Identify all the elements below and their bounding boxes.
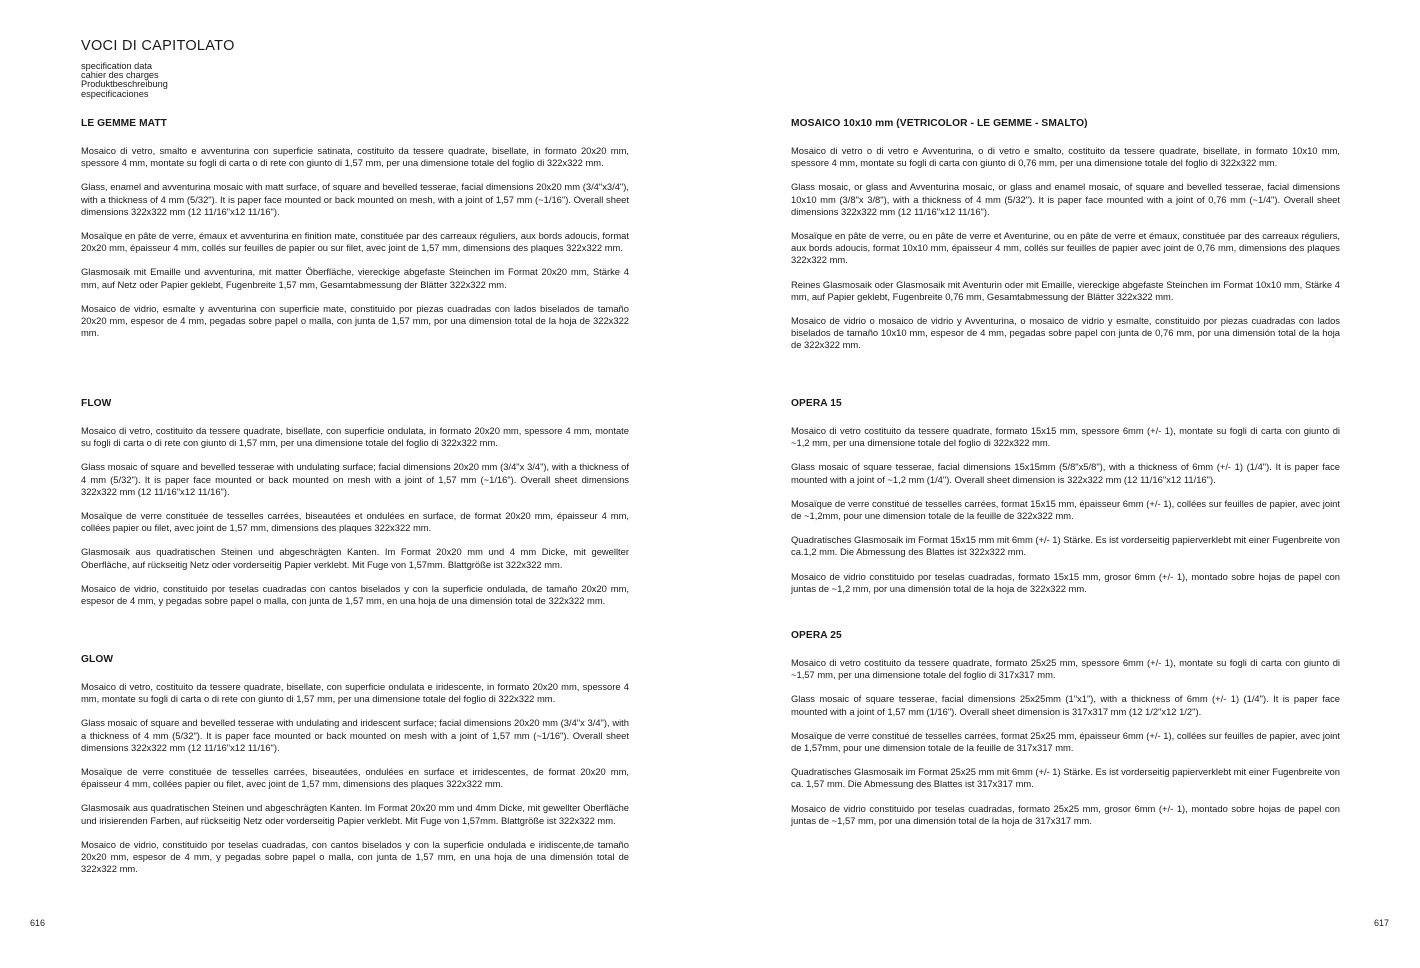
section-heading: GLOW [81,654,114,665]
paragraph-en: Glass mosaic of square tesserae, facial dimensions 25x25mm (1"x1"), with a thickness of 6mm (+/- 1) (1/4"). It is paper face mounted with a joint of 1,57 mm (1/16"). Overall sheet dimension is 317x317 mm (12 1/2"x12 1/2"). [791,693,1340,717]
paragraph-it: Mosaico di vetro, costituito da tessere quadrate, bisellate, con superficie ondulata e iridescente, in formato 20x20 mm, spessore 4 mm, montate su fogli di carta o di rete con giunto di 1,57 mm, per una dimensione totale del foglio di 322x322 mm. [81,681,629,705]
paragraph-es: Mosaico de vidrio constituido por teselas cuadradas, formato 25x25 mm, grosor 6mm (+/- 1), montado sobre hojas de papel con juntas de ~1,57 mm, por una dimensión total de la hoja de 317x317 mm. [791,802,1340,826]
paragraph-es: Mosaico de vidrio o mosaico de vidrio y Avventurina, o mosaico de vidrio y esmalte, constituido por piezas cuadradas con lados biselados de tamaño 10x10 mm, espesor de 4 mm, pegadas sobre papel con junta de 0,76 mm, por una dimensión total de la hoja de 322x322 mm. [791,315,1340,351]
paragraph-fr: Mosaïque de verre constituée de tesselles carrées, biseautées, ondulées en surface et irridescentes, de format 20x20 mm, épaisseur 4 mm, collées papier ou filet, avec joint de 1,57 mm, dimensions des plaques 322x322 mm. [81,766,629,790]
page-number-right: 617 [1374,918,1390,928]
subtitle-line: especificaciones [81,88,149,99]
paragraph-de: Glasmosaik mit Emaille und avventurina, mit matter Öberfläche, viereckige abgefaste Steinchen im Format 20x20 mm, Stärke 4 mm, auf Netz oder Papier geklebt, Fugenbreite 1,57 mm, Gesamtabmessung der Blätter 322x322 mm. [81,266,629,290]
paragraph-fr: Mosaïque de verre constitué de tesselles carrées, format 15x15 mm, épaisseur 6mm (+/- 1), collées sur feuilles de papier, avec joint de ~1,2mm, pour une dimension totale de la feuille de 322x322 mm. [791,497,1340,522]
section-heading: MOSAICO 10x10 mm (VETRICOLOR - LE GEMME - SMALTO) [791,118,1088,129]
paragraph-en: Glass mosaic of square and bevelled tesserae with undulating surface; facial dimensions 20x20 mm (3/4"x 3/4"), with a thickness of 4 mm (5/32"). It is paper face mounted or back mounted on mesh with a joint of 1,57 mm (~1/16"). Overall sheet dimensions 322x322 mm (12 11/16"x12 11/16"). [81,461,629,497]
section-heading: OPERA 15 [791,398,842,409]
paragraph-es: Mosaico de vidrio, constituido por teselas cuadradas con cantos biselados y con la superficie ondulada, de tamaño 20x20 mm, espesor de 4 mm, y pegadas sobre papel o malla, con junta de 1,57 mm, en una hoja de una dimensión total de 322x322 mm. [81,582,629,607]
subtitle-line: specification data [81,61,152,71]
section-heading: FLOW [81,398,112,409]
paragraph-de: Quadratisches Glasmosaik im Format 15x15 mm mit 6mm (+/- 1) Stärke. Es ist vorderseitig papierverklebt mit einer Fugenbreite von ca.1,2 mm. Die Abmessung des Blattes ist 322x322 mm. [791,534,1340,558]
paragraph-it: Mosaico di vetro, smalto e avventurina con superficie satinata, costituito da tessere quadrate, bisellate, in formato 20x20 mm, spessore 4 mm, montate su fogli di carta o di rete con giunto di 1,57 mm, per una dimensione totale del foglio di 322x322 mm. [81,145,629,169]
left-page [81,0,629,968]
section-mosaico-10x10 [791,117,1340,364]
subtitle-list [81,62,168,99]
paragraph-it: Mosaico di vetro costituito da tessere quadrate, formato 15x15 mm, spessore 6mm (+/- 1), montate su fogli di carta con giunto di ~1,2 mm, per una dimensione totale del foglio di 322x322 mm. [791,425,1340,449]
document-title: VOCI DI CAPITOLATO [81,38,235,54]
section-glow [81,653,629,887]
page-number-left: 616 [30,918,46,928]
paragraph-de: Reines Glasmosaik oder Glasmosaik mit Aventurin oder mit Emaille, viereckige abgefaste Steinchen im Format 10x10 mm, Stärke 4 mm, auf Papier geklebt, Fugenbreite 0,76 mm, Gesamtabmessung der Blätter 322x322 mm. [791,278,1340,302]
paragraph-en: Glass mosaic, or glass and Avventurina mosaic, or glass and enamel mosaic, of square and bevelled tesserae, facial dimensions 10x10 mm (3/8"x 3/8"), with a thickness of 4 mm (5/32"). It is paper face mounted with a joint of 0,76 mm (~1/4"). Overall sheet dimensions 322x322 mm (12 11/16"x12 11/16"). [791,181,1340,217]
section-heading: LE GEMME MATT [81,118,167,129]
paragraph-fr: Mosaïque en pâte de verre, émaux et avventurina en finition mate, constituée par des carreaux réguliers, aux bords adoucis, format 20x20 mm, épaisseur 4 mm, collés sur feuilles de papier ou sur filet, avec joint de 1,57 mm, dimensions des plaques 322x322 mm. [81,230,629,254]
paragraph-es: Mosaico de vidrio, constituido por teselas cuadradas, con cantos biselados y con la superficie ondulada e iridiscente,de tamaño 20x20 mm, espesor de 4 mm, y pegadas sobre papel o malla, con junta de 1,57 mm, en una hoja de una dimensión total de 322x322 mm. [81,838,629,875]
subtitle-line: cahier des charges [81,70,159,81]
paragraph-it: Mosaico di vetro costituito da tessere quadrate, formato 25x25 mm, spessore 6mm (+/- 1), montate su fogli di carta con giunto di ~1,57 mm, per una dimensione totale del foglio di 317x317 mm. [791,657,1340,681]
paragraph-en: Glass mosaic of square and bevelled tesserae with undulating and iridescent surface; facial dimensions 20x20 mm (3/4"x 3/4"), with a thickness of 4 mm (5/32"). It is paper face mounted or back mounted on mesh with a joint of 1,57 mm (~1/16"). Overall sheet dimensions 322x322 mm (12 11/16"x12 11/16"). [81,717,629,753]
paragraph-en: Glass, enamel and avventurina mosaic with matt surface, of square and bevelled tesserae, facial dimensions 20x20 mm (3/4"x3/4"), with a thickness of 4 mm (5/32"). It is paper face mounted or back mounted on mesh, with a joint of 1,57 mm (~1/16"). Overall sheet dimensions 322x322 mm (12 11/16"x12 11/16"). [81,181,629,217]
paragraph-de: Glasmosaik aus quadratischen Steinen und abgeschrägten Kanten. Im Format 20x20 mm und 4 mm Dicke, mit gewellter Oberfläche, auf rückseitig Netz oder vorderseitig Papier verklebt. Mit Fuge von 1,57mm. Blattgröße ist 322x322 mm. [81,546,629,570]
section-le-gemme-matt [81,117,629,351]
paragraph-es: Mosaico de vidrio, esmalte y avventurina con superficie mate, constituido por piezas cuadradas con lados biselados de tamaño 20x20 mm, espesor de 4 mm, pegadas sobre papel o malla, con junta de 1,57 mm, por una dimension total de la hoja de 322x322 mm. [81,302,629,339]
paragraph-fr: Mosaïque en pâte de verre, ou en pâte de verre et Aventurine, ou en pâte de verre et émaux, constituée par des carreaux réguliers, aux bords adoucis, format 10x10 mm, épaisseur 4 mm, collés sur feuilles de papier avec joint de 0,76 mm, dimensions des plaques 322x322 mm. [791,230,1340,266]
paragraph-fr: Mosaïque de verre constitué de tesselles carrées, format 25x25 mm, épaisseur 6mm (+/- 1), collées sur feuilles de papier, avec joint de 1,57mm, pour une dimension totale de la feuille de 317x317 mm. [791,729,1340,754]
paragraph-fr: Mosaïque de verre constituée de tesselles carrées, biseautées et ondulées en surface, de format 20x20 mm, épaisseur 4 mm, collées papier ou filet, avec joint de 1,57 mm, dimensions des plaques 322x322 mm. [81,510,629,534]
right-page [791,0,1340,968]
section-opera-25 [791,629,1340,839]
paragraph-de: Quadratisches Glasmosaik im Format 25x25 mm mit 6mm (+/- 1) Stärke. Es ist vorderseitig papierverklebt mit einer Fugenbreite von ca. 1,57 mm. Die Abmessung des Blattes ist 317x317 mm. [791,766,1340,790]
paragraph-es: Mosaico de vidrio constituido por teselas cuadradas, formato 15x15 mm, grosor 6mm (+/- 1), montado sobre hojas de papel con juntas de ~1,2 mm, por una dimensión total de la hoja de 322x322 mm. [791,570,1340,594]
paragraph-it: Mosaico di vetro, costituito da tessere quadrate, bisellate, con superficie ondulata, in formato 20x20 mm, spessore 4 mm, montate su fogli di carta o di rete con giunto di 1,57 mm, per una dimensione totale del foglio di 322x322 mm. [81,425,629,449]
paragraph-en: Glass mosaic of square tesserae, facial dimensions 15x15mm (5/8"x5/8"), with a thickness of 6mm (+/- 1) (1/4"). It is paper face mounted with a joint of ~1,2 mm (1/4"). Overall sheet dimension is 322x322 mm (12 11/16"x12 11/16"). [791,461,1340,485]
section-opera-15 [791,397,1340,607]
section-heading: OPERA 25 [791,630,842,641]
paragraph-it: Mosaico di vetro o di vetro e Avventurina, o di vetro e smalto, costituito da tessere quadrate, bisellate, in formato 10x10 mm, spessore 4 mm, montate su fogli di carta con giunto di 0,76 mm, per una dimensione totale del foglio di 322x322 mm. [791,145,1340,169]
section-flow [81,397,629,619]
subtitle-line: Produktbeschreibung [81,79,168,90]
paragraph-de: Glasmosaik aus quadratischen Steinen und abgeschrägten Kanten. Im Format 20x20 mm und 4mm Dicke, mit gewellter Oberfläche und irisierenden Farben, auf rückseitig Netz oder vorderseitig Papier verklebt. Mit Fuge von 1,57mm. Blattgröße ist 322x322 mm. [81,802,629,826]
